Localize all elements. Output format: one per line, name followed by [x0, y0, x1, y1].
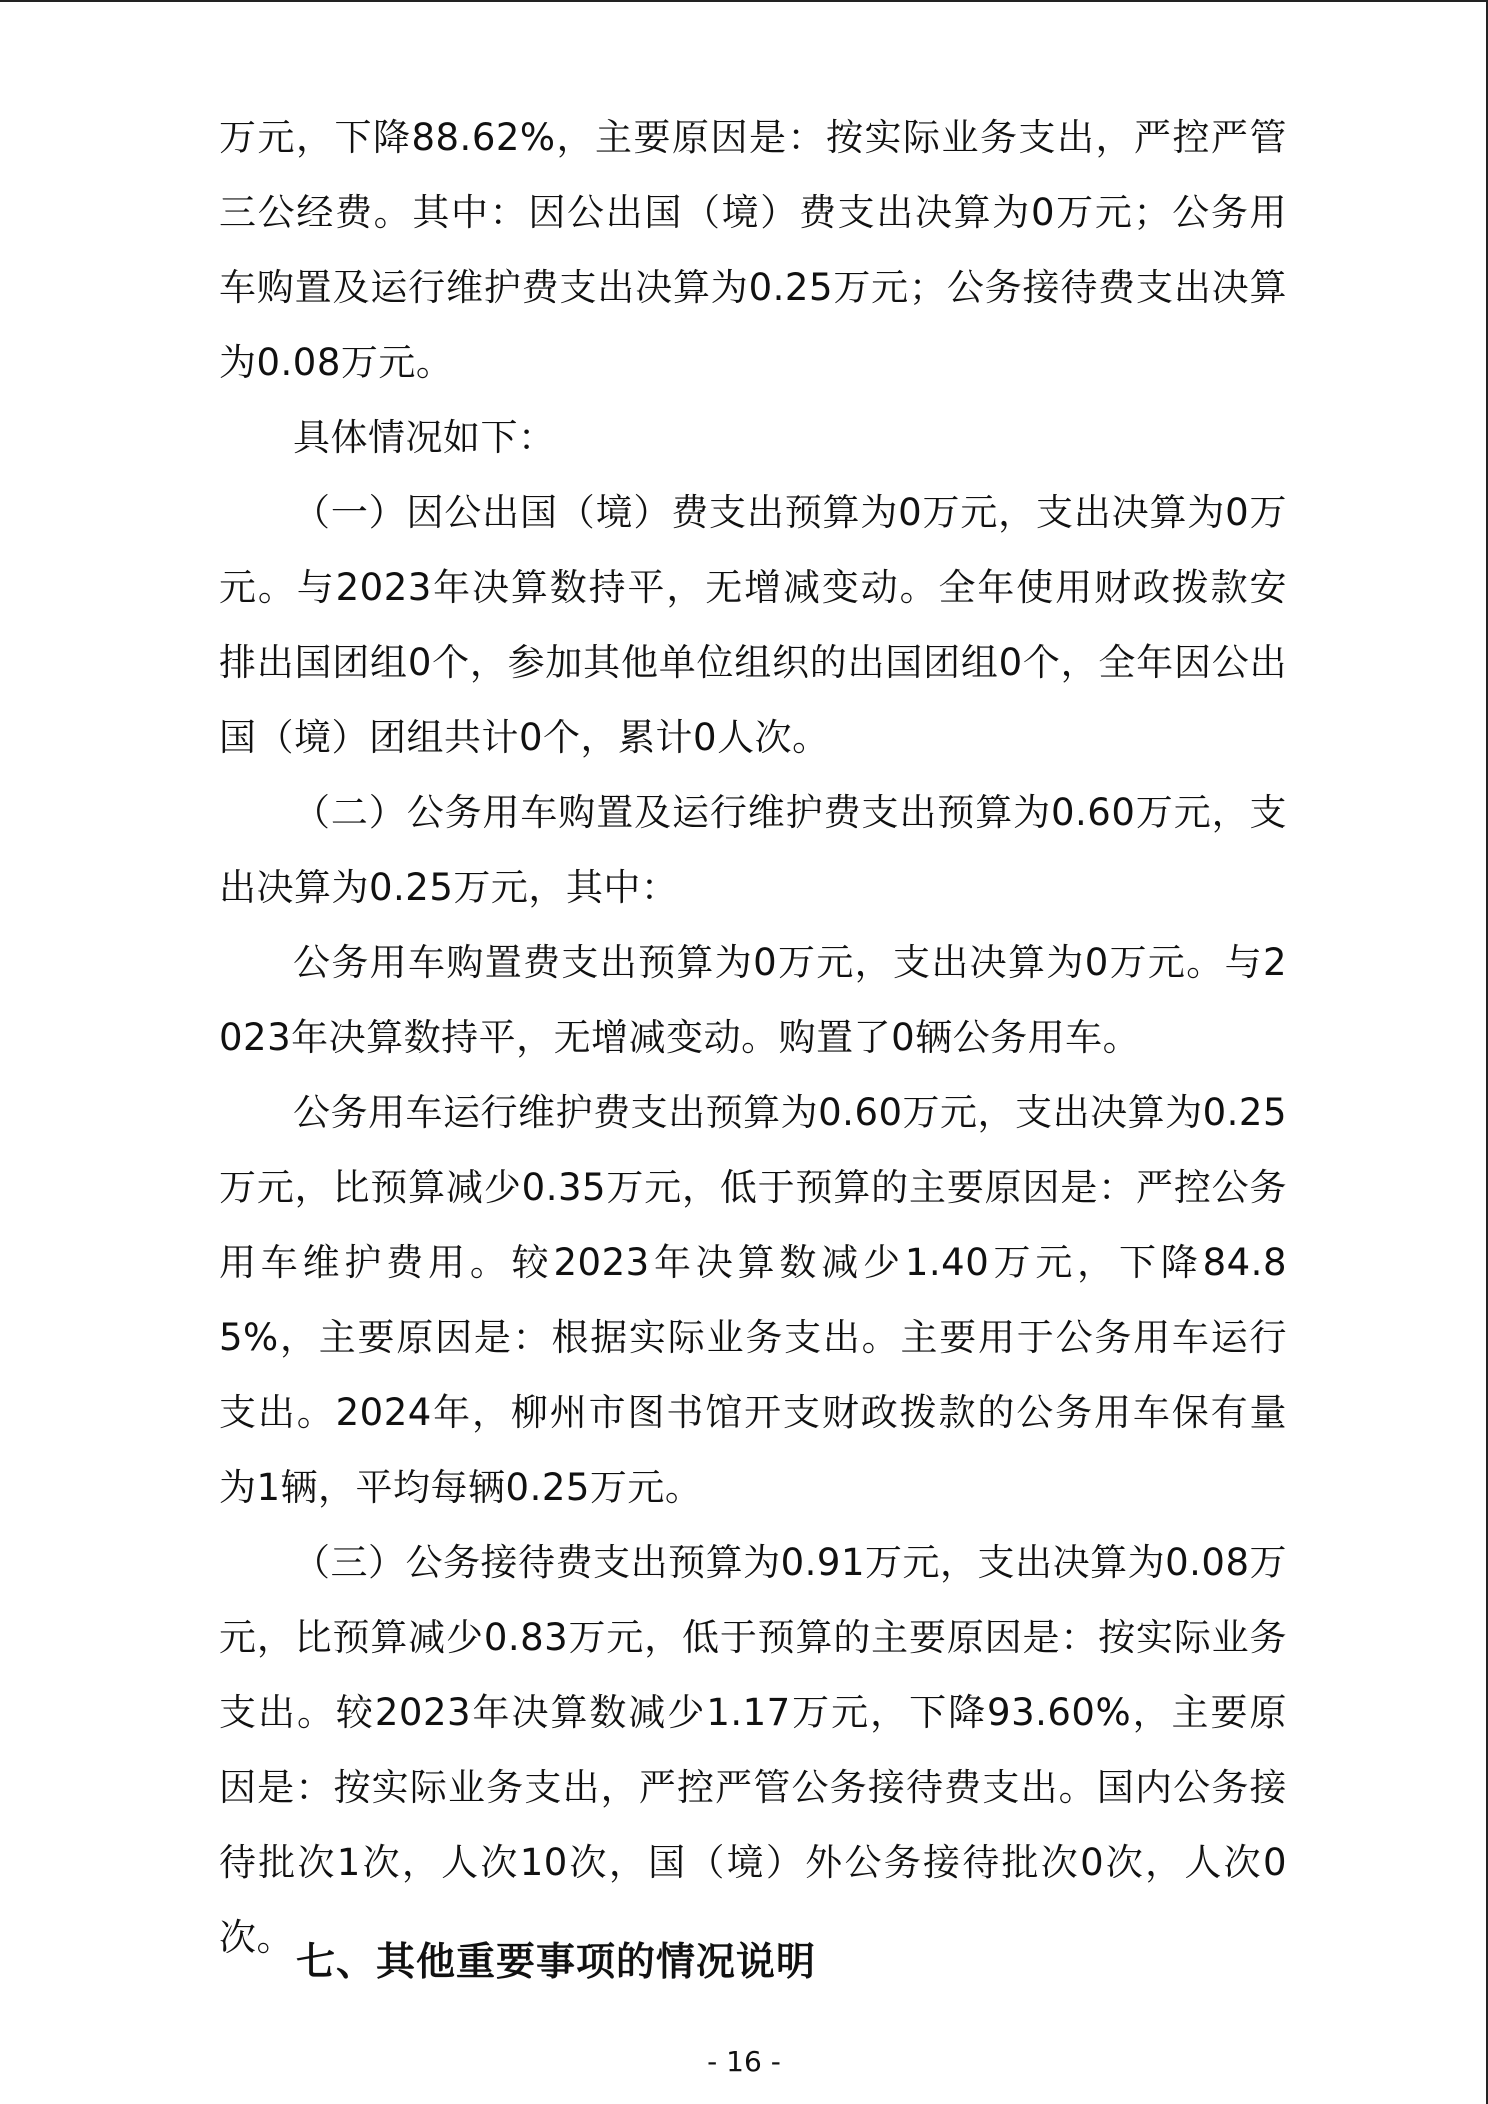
- paragraph-section-3: （三）公务接待费支出预算为0.91万元，支出决算为0.08万元，比预算减少0.83万元，低于预算的主要原因是：按实际业务支出。较2023年决算数减少1.17万元，下降93.60%，主要原因是：按实际业务支出，严控严管公务接待费支出。国内公务接待批次1次，人次10次，国（境）外公务接待批次0次，人次0次。: [219, 1541, 1287, 1959]
- paragraph-section-1: （一）因公出国（境）费支出预算为0万元，支出决算为0万元。与2023年决算数持平，无增减变动。全年使用财政拨款安排出国团组0个，参加其他单位组织的出国团组0个，全年因公出国（境）团组共计0个，累计0人次。: [219, 491, 1287, 759]
- paragraph-vehicle-purchase: 公务用车购置费支出预算为0万元，支出决算为0万元。与2023年决算数持平，无增减变动。购置了0辆公务用车。: [219, 941, 1287, 1059]
- page-top-border: [0, 0, 1488, 2]
- paragraph-vehicle-maintenance: 公务用车运行维护费支出预算为0.60万元，支出决算为0.25万元，比预算减少0.35万元，低于预算的主要原因是：严控公务用车维护费用。较2023年决算数减少1.40万元，下降84.85%，主要原因是：根据实际业务支出。主要用于公务用车运行支出。2024年，柳州市图书馆开支财政拨款的公务用车保有量为1辆，平均每辆0.25万元。: [219, 1091, 1287, 1509]
- paragraph-section-2: （二）公务用车购置及运行维护费支出预算为0.60万元，支出决算为0.25万元，其中：: [219, 791, 1287, 909]
- page-number: - 16 -: [707, 2045, 781, 2078]
- section-heading: 七、其他重要事项的情况说明: [296, 1939, 817, 1985]
- document-body: [219, 100, 1287, 1975]
- paragraph-continuation: 万元，下降88.62%，主要原因是：按实际业务支出，严控严管三公经费。其中：因公出国（境）费支出决算为0万元；公务用车购置及运行维护费支出决算为0.25万元；公务接待费支出决算为0.08万元。: [219, 116, 1287, 384]
- paragraph-intro: 具体情况如下：: [293, 416, 556, 459]
